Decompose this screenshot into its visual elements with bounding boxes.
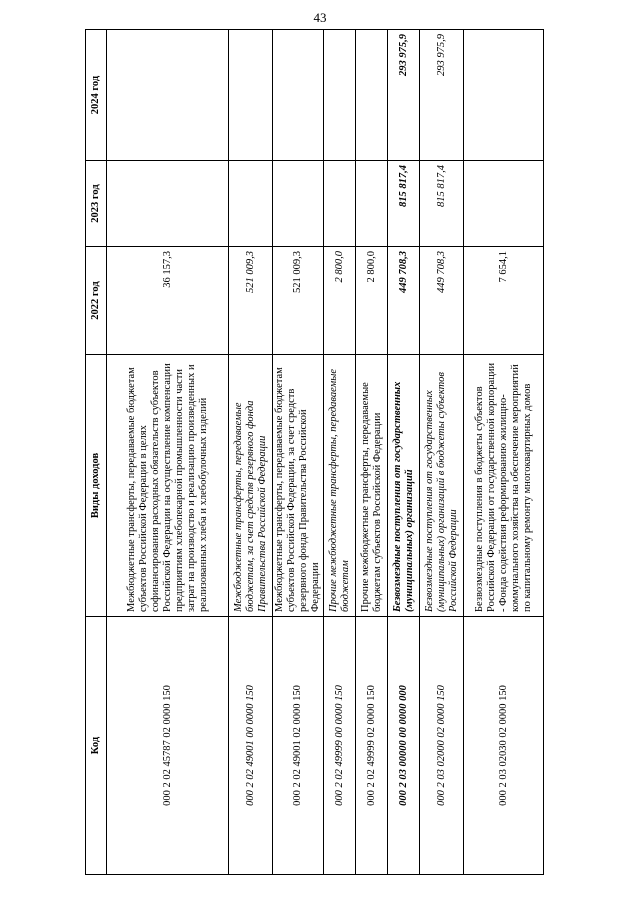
- code-cell: 000 2 03 02000 02 0000 150: [420, 617, 464, 875]
- value-2023-cell: [273, 161, 324, 247]
- header-2022: 2022 год: [86, 247, 107, 355]
- table-row: [356, 30, 388, 875]
- value-2024-cell: [107, 30, 229, 161]
- value-2022-cell: 2 800,0: [356, 247, 388, 355]
- value-2024-cell: [324, 30, 356, 161]
- value-2023-cell: [464, 161, 544, 247]
- header-2024: 2024 год: [86, 30, 107, 161]
- table-row: [229, 30, 273, 875]
- revenue-name-cell: Безвозмездные поступления от государственных (муниципальных) организаций в бюджеты субъектов Российской Федерации: [420, 355, 464, 617]
- revenue-name-cell: Прочие межбюджетные трансферты, передаваемые бюджетам субъектов Российской Федерации: [356, 355, 388, 617]
- table-row: [273, 30, 324, 875]
- header-2023: 2023 год: [86, 161, 107, 247]
- value-2024-cell: 293 975,9: [388, 30, 420, 161]
- value-2024-cell: [273, 30, 324, 161]
- code-cell: 000 2 02 49999 00 0000 150: [324, 617, 356, 875]
- header-revenue-type: Виды доходов: [86, 355, 107, 617]
- table-row: [324, 30, 356, 875]
- value-2023-cell: [324, 161, 356, 247]
- table-body: [107, 30, 544, 875]
- value-2023-cell: [356, 161, 388, 247]
- code-cell: 000 2 02 45787 02 0000 150: [107, 617, 229, 875]
- value-2024-cell: 293 975,9: [420, 30, 464, 161]
- table-row: [388, 30, 420, 875]
- code-cell: 000 2 02 49999 02 0000 150: [356, 617, 388, 875]
- revenue-name-cell: Межбюджетные трансферты, передаваемые бюджетам субъектов Российской Федерации в целях софинансирования расходных обязательств субъектов Российской Федерации на осуществление компенсации предприятиям хлебопекарной промышленности части затрат на производство и реализацию произведенных и реализованных хлеба и хлебобулочных изделий: [107, 355, 229, 617]
- value-2024-cell: [464, 30, 544, 161]
- value-2023-cell: [107, 161, 229, 247]
- table-row: [107, 30, 229, 875]
- revenue-name-cell: Прочие межбюджетные трансферты, передаваемые бюджетам: [324, 355, 356, 617]
- value-2022-cell: 521 009,3: [229, 247, 273, 355]
- value-2024-cell: [229, 30, 273, 161]
- page-number: 43: [313, 10, 327, 25]
- code-cell: 000 2 03 02030 02 0000 150: [464, 617, 544, 875]
- table-header-row: [86, 30, 107, 875]
- code-cell: 000 2 02 49001 02 0000 150: [273, 617, 324, 875]
- value-2022-cell: 449 708,3: [420, 247, 464, 355]
- table-row: [420, 30, 464, 875]
- value-2023-cell: [229, 161, 273, 247]
- table-row: [464, 30, 544, 875]
- code-cell: 000 2 03 00000 00 0000 000: [388, 617, 420, 875]
- value-2022-cell: 36 157,3: [107, 247, 229, 355]
- value-2024-cell: [356, 30, 388, 161]
- value-2022-cell: 521 009,3: [273, 247, 324, 355]
- value-2022-cell: 7 654,1: [464, 247, 544, 355]
- revenue-name-cell: Безвозмездные поступления в бюджеты субъектов Российской Федерации от государственной корпорации - Фонда содействия реформированию жилищно-коммунального хозяйства на обеспечение мероприятий по капитальному ремонту многоквартирных домов: [464, 355, 544, 617]
- revenue-table-container: [85, 30, 533, 875]
- revenue-name-cell: Межбюджетные трансферты, передаваемые бюджетам, за счет средств резервного фонда Правительства Российской Федерации: [229, 355, 273, 617]
- value-2022-cell: 2 800,0: [324, 247, 356, 355]
- revenue-name-cell: Межбюджетные трансферты, передаваемые бюджетам субъектов Российской Федерации, за счет средств резервного фонда Правительства Российской Федерации: [273, 355, 324, 617]
- value-2023-cell: 815 817,4: [420, 161, 464, 247]
- header-code: Код: [86, 617, 107, 875]
- value-2023-cell: 815 817,4: [388, 161, 420, 247]
- value-2022-cell: 449 708,3: [388, 247, 420, 355]
- revenue-name-cell: Безвозмездные поступления от государственных (муниципальных) организаций: [388, 355, 420, 617]
- code-cell: 000 2 02 49001 00 0000 150: [229, 617, 273, 875]
- revenue-table: [85, 29, 544, 875]
